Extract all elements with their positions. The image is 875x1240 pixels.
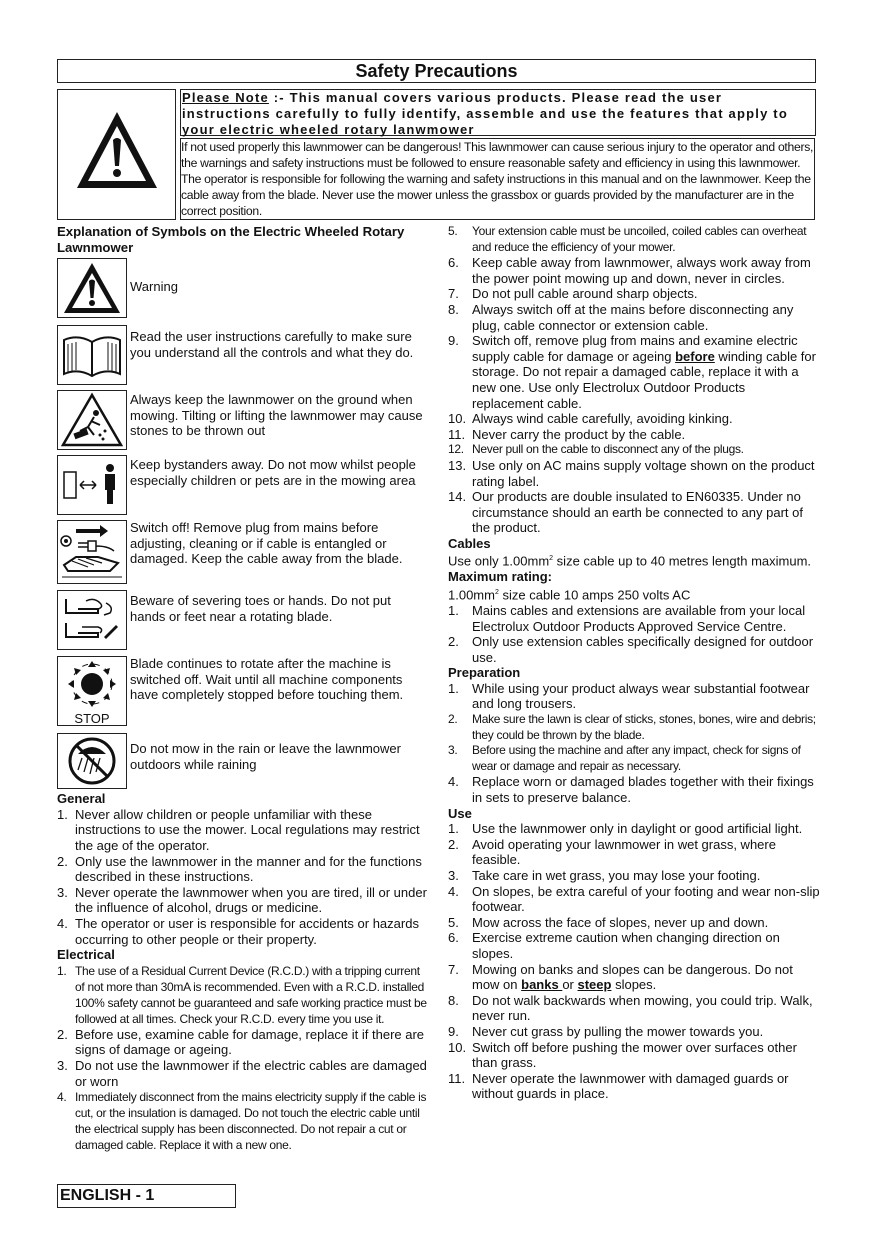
symbol-row [57, 656, 427, 728]
symbol-row [57, 390, 427, 453]
list-item: 6. Exercise extreme caution when changing direction on slopes. [448, 930, 780, 961]
symbol-text: Warning [130, 279, 178, 295]
list-item: 2. Make sure the lawn is clear of sticks, stones, bones, wire and debris; they could be thrown by the blade. [448, 712, 816, 742]
list-item: 5. Mow across the face of slopes, never up and down. [448, 914, 769, 930]
list-item: 14. Our products are double insulated to EN60335. Under no circumstance should an earth be connected to any part of the product. [448, 489, 803, 536]
symbol-text: Read the user instructions carefully to make sure you understand all the controls and what they do. [130, 329, 414, 360]
list-item: 4. Replace worn or damaged blades together with their fixings in sets to preserve balance. [448, 774, 814, 806]
list-item: 3. Before using the machine and after any impact, check for signs of wear or damage and repair as necessary. [448, 743, 801, 773]
list-item: 7. Mowing on banks and slopes can be dangerous. Do not mow on banks or steep slopes. [448, 961, 793, 993]
symbol-text: Do not mow in the rain or leave the lawnmower outdoors while raining [130, 741, 401, 772]
list-item: 1. The use of a Residual Current Device (R.C.D.) with a tripping current of not more than 30mA is recommended. Even with a R.C.D. installed 100% safety cannot be guaranteed and safe working practice must be followed at all times. Check your R.C.D. every time you use it. [57, 963, 427, 1026]
max-rating-text: $1.00mm^2$ size cable 10 amps 250 volts AC [448, 587, 691, 603]
general-heading: General [57, 791, 106, 807]
note-label: Please Note [182, 90, 269, 105]
note-text: :- This manual covers various products. Please read the user instructions carefully to fully identify, assemble and use the features that apply to your electric wheeled rotary lanwmower [182, 90, 788, 137]
list-item: 4. The operator or user is responsible for accidents or hazards occurring to other people or their property. [57, 915, 419, 947]
left-column [57, 224, 427, 1153]
page-footer: ENGLISH - 1 [57, 1184, 236, 1208]
list-item: 3. Never operate the lawnmower when you are tired, ill or under the influence of alcohol, drugs or medicine. [57, 884, 427, 916]
list-item: 3. Do not use the lawnmower if the electric cables are damaged or worn [57, 1057, 427, 1089]
header-warning-box [57, 89, 176, 220]
symbol-text: Keep bystanders away. Do not mow whilst people especially children or pets are in the mowing area [130, 457, 416, 488]
list-item: 9. Switch off, remove plug from mains and examine electric supply cable for damage or ageing before winding cable for storage. Do not repair a damaged cable, replace it with a new one. Use only Electrolux Outdoor Products replacement cable. [448, 333, 816, 411]
list-item: 2. Only use extension cables specifically designed for outdoor use. [448, 634, 814, 665]
symbol-row [57, 590, 427, 653]
list-item: 7. Do not pull cable around sharp objects. [448, 286, 698, 302]
list-item: 2. Avoid operating your lawnmower in wet grass, where feasible. [448, 836, 776, 868]
intro-warning-text: If not used properly this lawnmower can be dangerous! This lawnmower can cause serious injury to the operator and others, the warnings and safety instructions must be followed to ensure reasonable safety and efficiency in using this lawnmower. The operator is responsible for following the warning and safety instructions in this manual and on the lawnmower. Keep the cable away from the blade. Never use the mower unless the grassbox or guards provided by the manufacturer are in the correct position. [181, 140, 814, 218]
list-item: 12. Never pull on the cable to disconnect any of the plugs. [448, 442, 744, 457]
symbol-text: Beware of severing toes or hands. Do not put hands or feet near a rotating blade. [130, 593, 391, 624]
max-rating-heading: Maximum rating: [448, 569, 553, 585]
list-item: 1. Mains cables and extensions are available from your local Electrolux Outdoor Products Approved Service Centre. [448, 602, 806, 634]
list-item: 13. Use only on AC mains supply voltage shown on the product rating label. [448, 457, 815, 489]
list-item: 3. Take care in wet grass, you may lose your footing. [448, 868, 761, 883]
list-item: 1. While using your product always wear substantial footwear and long trousers. [448, 680, 810, 712]
list-item: 1. Use the lawnmower only in daylight or good artificial light. [448, 821, 803, 837]
electrical-heading: Electrical [57, 947, 115, 963]
list-item: 10. Always wind cable carefully, avoiding kinking. [448, 411, 733, 427]
list-item: 8. Always switch off at the mains before disconnecting any plug, cable connector or extension cable. [448, 301, 794, 333]
blade-stop-icon [57, 656, 127, 726]
unplug-icon [57, 520, 127, 584]
warning-triangle-icon [57, 258, 127, 318]
list-item: 11. Never operate the lawnmower with damaged guards or without guards in place. [448, 1070, 789, 1102]
bystanders-icon [57, 455, 127, 515]
list-item: 1. Never allow children or people unfamiliar with these instructions to use the mower. Local regulations may restrict the age of the operator. [57, 806, 420, 853]
cables-heading: Cables [448, 535, 491, 551]
use-heading: Use [448, 805, 472, 821]
symbol-text: Switch off! Remove plug from mains before adjusting, cleaning or if cable is entangled or damaged. Keep the cable away from the blade. [130, 520, 403, 567]
symbol-row [57, 258, 427, 321]
symbol-row [57, 325, 427, 388]
list-item: 8. Do not walk backwards when mowing, you could trip. Walk, never run. [448, 992, 813, 1024]
open-book-icon [57, 325, 127, 385]
list-item: 2. Only use the lawnmower in the manner and for the functions described in these instructions. [57, 853, 422, 885]
warning-triangle-icon [74, 108, 160, 194]
tilt-stones-icon [57, 390, 127, 450]
list-item: 6. Keep cable away from lawnmower, always work away from the power point mowing up and down, never in circles. [448, 255, 811, 286]
symbol-row [57, 455, 427, 518]
cables-text: Use only $1.00mm^2$ size cable up to 40 metres length maximum. [448, 553, 812, 569]
list-item: 4. Immediately disconnect from the mains electricity supply if the cable is cut, or the insulation is damaged. Do not touch the electric cable until the electrical supply has been disconnected. Do not repair a cut or damaged cable. Replace it with a new one. [57, 1090, 427, 1153]
symbols-heading: Explanation of Symbols on the Electric Wheeled Rotary Lawnmower [57, 224, 405, 255]
symbol-text: Blade continues to rotate after the machine is switched off. Wait until all machine components have completely stopped before touching them. [130, 656, 404, 703]
list-item: 4. On slopes, be extra careful of your footing and wear non-slip footwear. [448, 883, 820, 915]
no-rain-icon [57, 733, 127, 789]
symbol-text: Always keep the lawnmower on the ground when mowing. Tilting or lifting the lawnmower may cause stones to be thrown out [130, 392, 423, 439]
severing-toes-icon [57, 590, 127, 650]
list-item: 9. Never cut grass by pulling the mower towards you. [448, 1023, 764, 1039]
list-item: 5. Your extension cable must be uncoiled, coiled cables can overheat and reduce the efficiency of your mower. [448, 224, 807, 254]
page-title: Safety Precautions [57, 59, 816, 83]
list-item: 2. Before use, examine cable for damage, replace it if there are signs of damage or ageing. [57, 1026, 425, 1058]
please-note-box [180, 89, 816, 136]
list-item: 11. Never carry the product by the cable. [448, 426, 686, 442]
symbol-row [57, 520, 427, 586]
preparation-heading: Preparation [448, 665, 521, 681]
symbol-row [57, 733, 427, 791]
stop-label: STOP [74, 710, 110, 726]
list-item: 10. Switch off before pushing the mower over surfaces other than grass. [448, 1039, 797, 1071]
right-column [448, 224, 820, 1102]
